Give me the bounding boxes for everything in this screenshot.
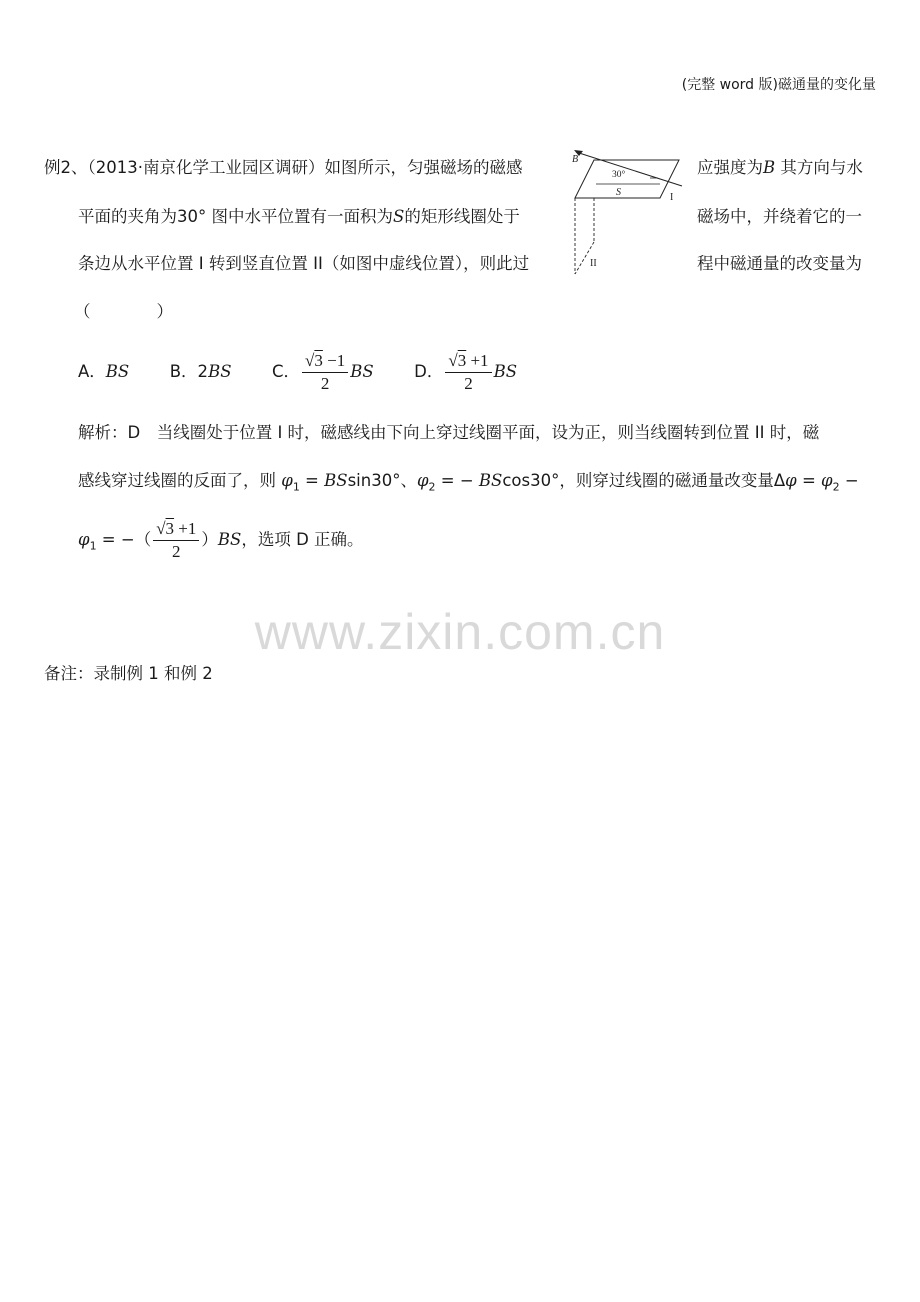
fraction-D: $\frac{√3 +1}{2}$ xyxy=(445,351,491,394)
analysis-line-1: 解析：D 当线圈处于位置 I 时，磁感线由下向上穿过线圈平面，设为正，则当线圈转到位置 II 时，磁 xyxy=(78,423,820,442)
analysis-line-3: $\varphi_1$ = −（ $\frac{√3 +1}{2}$ ）BS，选项 D 正确。 xyxy=(78,519,364,561)
option-D: D． $\frac{√3 +1}{2}$ BS xyxy=(414,351,517,393)
option-B: B．2BS xyxy=(169,362,232,381)
symbol-B: B xyxy=(763,158,776,177)
fraction-C: $\frac{√3 -1}{2}$ xyxy=(302,351,348,394)
label-I: I xyxy=(670,192,674,203)
watermark: www.zixin.com.cn xyxy=(254,604,666,660)
option-C: C． $\frac{√3 -1}{2}$ BS xyxy=(272,351,374,393)
problem-line-3-right: 程中磁通量的改变量为 xyxy=(697,254,862,273)
label-B: B xyxy=(572,154,579,165)
coil-position-I xyxy=(575,160,679,198)
label-S: S xyxy=(616,187,621,198)
page-header: (完整 word 版)磁通量的变化量 xyxy=(681,77,876,93)
problem-line-2-left: 平面的夹角为30° 图中水平位置有一面积为S的矩形线圈处于 xyxy=(78,207,520,226)
label-angle: 30° xyxy=(612,170,626,180)
field-line-B xyxy=(576,152,682,186)
problem-line-3-left: 条边从水平位置 I 转到竖直位置 II（如图中虚线位置），则此过 xyxy=(78,254,530,273)
coil-field-diagram xyxy=(570,146,690,276)
answer-paren: （ ） xyxy=(74,302,173,321)
symbol-S: S xyxy=(393,207,405,226)
problem-line-1-right: 应强度为B 其方向与水 xyxy=(697,158,863,177)
analysis-line-2: 感线穿过线圈的反面了，则 $\varphi_1 = BSsin30^\circ$、$\varphi_2$ = − BScos30°，则穿过线圈的磁通量改变量$\Delta\varphi = \varphi_2$ − xyxy=(78,471,859,494)
options-row xyxy=(78,346,517,398)
note: 备注：录制例 1 和例 2 xyxy=(44,664,213,683)
fraction-answer: $\frac{√3 +1}{2}$ xyxy=(153,519,199,562)
problem-line-1-left: 例2、（2013·南京化学工业园区调研）如图所示，匀强磁场的磁感 xyxy=(44,158,523,177)
label-II: II xyxy=(590,258,597,269)
option-A: A．BS xyxy=(78,362,130,381)
problem-line-2-right: 磁场中，并绕着它的一 xyxy=(697,207,862,226)
